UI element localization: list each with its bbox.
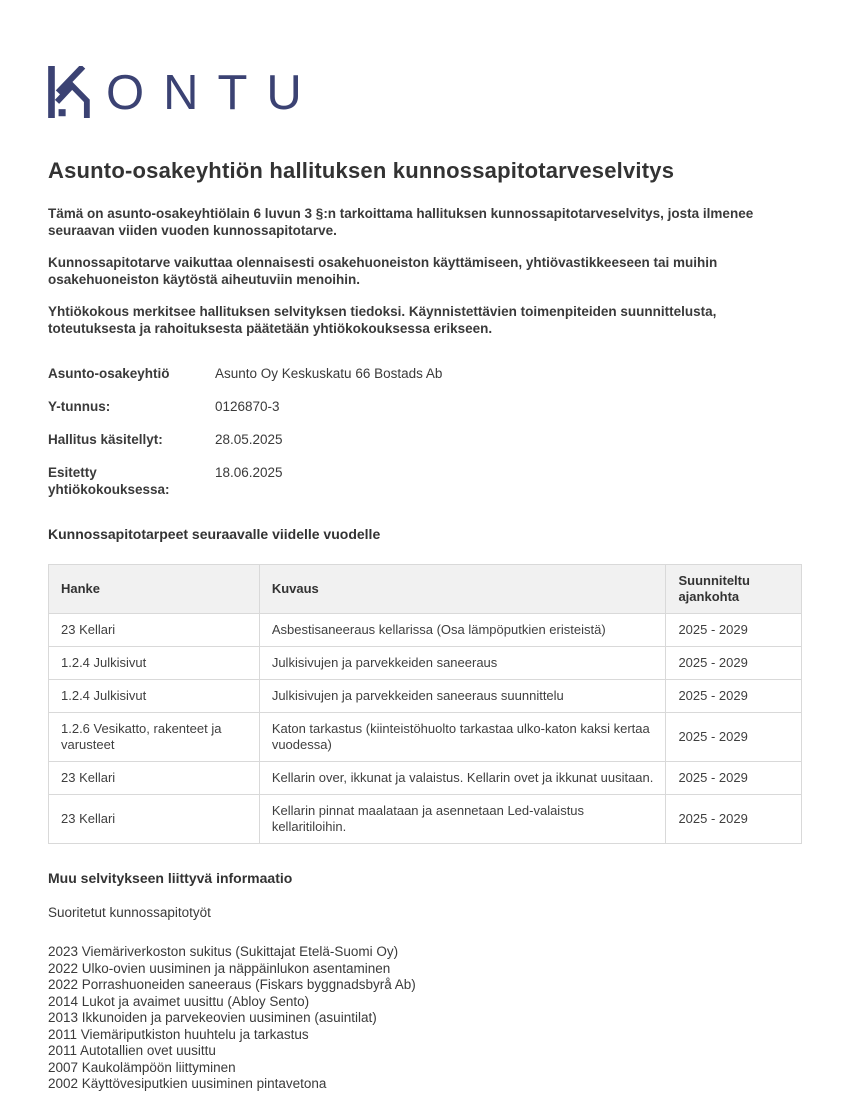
table-section-heading: Kunnossapitotarpeet seuraavalle viidelle vuodelle [48, 526, 381, 542]
completed-work-item: 2002 Käyttövesiputkien uusiminen pintavetona [48, 1076, 327, 1091]
maintenance-table [48, 564, 802, 844]
other-info-heading: Muu selvitykseen liittyvä informaatio [48, 870, 293, 886]
completed-works-subheading: Suoritetut kunnossapitotyöt [48, 905, 211, 920]
field-label: Hallitus käsitellyt: [48, 432, 163, 447]
table-row [49, 762, 802, 795]
field-label: Asunto-osakeyhtiö [48, 366, 170, 381]
table-row [49, 647, 802, 680]
completed-work-item: 2007 Kaukolämpöön liittyminen [48, 1059, 236, 1075]
ajankohta-cell: 2025 - 2029 [666, 614, 802, 647]
completed-work-item: 2011 Autotallien ovet uusittu [48, 1043, 216, 1058]
kuvaus-cell: Julkisivujen ja parvekkeiden saneeraus suunnittelu [259, 680, 666, 713]
field-value: Asunto Oy Keskuskatu 66 Bostads Ab [215, 366, 443, 381]
table-row [49, 713, 802, 762]
hanke-cell: 23 Kellari [49, 795, 260, 844]
ajankohta-cell: 2025 - 2029 [666, 680, 802, 713]
completed-work-item: 2013 Ikkunoiden ja parvekeovien uusiminen (asuintilat) [48, 1010, 377, 1025]
hanke-cell: 1.2.6 Vesikatto, rakenteet ja varusteet [49, 713, 260, 762]
intro-paragraph-1: Tämä on asunto-osakeyhtiölain 6 luvun 3 §:n tarkoittama hallituksen kunnossapitotarveselvitys, josta ilmenee seuraavan viiden vuoden kunnossapitotarve. [48, 206, 754, 238]
kontu-house-k-icon [48, 66, 92, 118]
column-header-ajankohta: Suunniteltu ajankohta [666, 565, 802, 614]
intro-paragraph-2: Kunnossapitotarve vaikuttaa olennaisesti osakehuoneiston käyttämiseen, yhtiövastikkeeseen tai muihin osakehuoneiston käytöstä aiheutuviin menoihin. [48, 255, 718, 287]
kuvaus-cell: Kellarin pinnat maalataan ja asennetaan Led-valaistus kellaritiloihin. [259, 795, 666, 844]
kuvaus-cell: Julkisivujen ja parvekkeiden saneeraus [259, 647, 666, 680]
hanke-cell: 1.2.4 Julkisivut [49, 680, 260, 713]
completed-work-item: 2022 Porrashuoneiden saneeraus (Fiskars byggnadsbyrå Ab) [48, 977, 416, 992]
ajankohta-cell: 2025 - 2029 [666, 647, 802, 680]
kontu-logo-text: ONTU [106, 66, 321, 120]
hanke-cell: 23 Kellari [49, 762, 260, 795]
company-fields [48, 365, 802, 498]
field-label: Y-tunnus: [48, 399, 111, 414]
hanke-cell: 23 Kellari [49, 614, 260, 647]
hanke-cell: 1.2.4 Julkisivut [49, 647, 260, 680]
table-header-row [49, 565, 802, 614]
table-row [49, 614, 802, 647]
ajankohta-cell: 2025 - 2029 [666, 795, 802, 844]
field-label: Esitetty yhtiökokouksessa: [48, 465, 170, 497]
completed-work-item: 2014 Lukot ja avaimet uusittu (Abloy Sento) [48, 993, 310, 1009]
field-value: 0126870-3 [215, 399, 280, 414]
kuvaus-cell: Asbestisaneeraus kellarissa (Osa lämpöputkien eristeistä) [259, 614, 666, 647]
intro-paragraph-3: Yhtiökokous merkitsee hallituksen selvityksen tiedoksi. Käynnistettävien toimenpiteiden suunnittelusta, toteutuksesta ja rahoituksesta päätetään yhtiökokouksessa erikseen. [48, 304, 717, 336]
field-row-company [48, 365, 802, 382]
table-row [49, 680, 802, 713]
column-header-hanke: Hanke [49, 565, 260, 614]
field-row-agm-date [48, 464, 802, 498]
page-title: Asunto-osakeyhtiön hallituksen kunnossapitotarveselvitys [48, 158, 675, 183]
completed-work-item: 2023 Viemäriverkoston sukitus (Sukittajat Etelä-Suomi Oy) [48, 944, 399, 959]
completed-works-list [48, 944, 802, 1093]
table-row [49, 795, 802, 844]
completed-work-item: 2022 Ulko-ovien uusiminen ja näppäinlukon asentaminen [48, 960, 391, 976]
field-value: 18.06.2025 [215, 465, 283, 480]
field-row-board-date [48, 431, 802, 448]
kuvaus-cell: Katon tarkastus (kiinteistöhuolto tarkastaa ulko-katon kaksi kertaa vuodessa) [259, 713, 666, 762]
ajankohta-cell: 2025 - 2029 [666, 713, 802, 762]
field-value: 28.05.2025 [215, 432, 283, 447]
ajankohta-cell: 2025 - 2029 [666, 762, 802, 795]
kontu-logo [48, 64, 802, 118]
field-row-business-id [48, 398, 802, 415]
column-header-kuvaus: Kuvaus [259, 565, 666, 614]
kuvaus-cell: Kellarin over, ikkunat ja valaistus. Kellarin ovet ja ikkunat uusitaan. [259, 762, 666, 795]
completed-work-item: 2011 Viemäriputkiston huuhtelu ja tarkastus [48, 1026, 309, 1042]
